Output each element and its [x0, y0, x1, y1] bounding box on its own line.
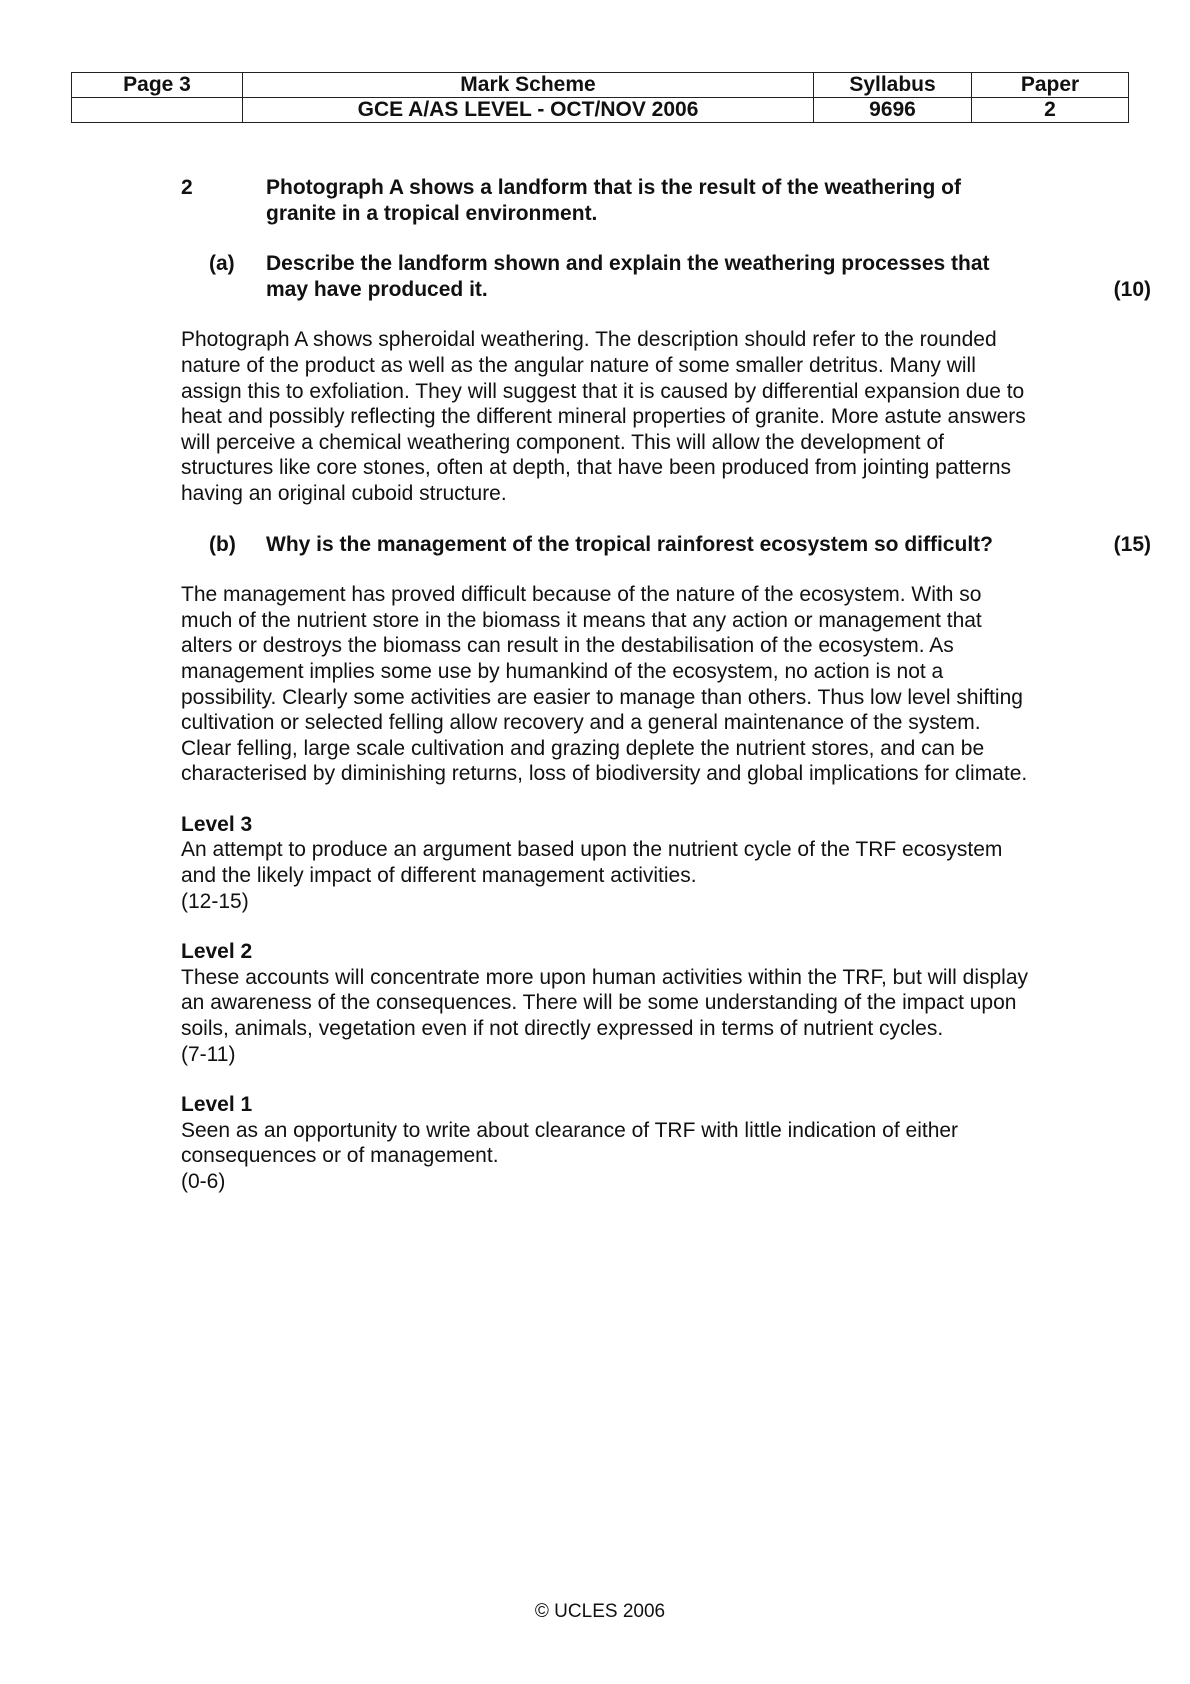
part-a-question [181, 251, 1161, 302]
part-b-answer: The management has proved difficult because of the nature of the ecosystem. With so much of the nutrient store in the biomass it means that any action or management that alters or destroys the biomass can result in the destabilisation of the ecosystem. As management implies some use by humankind of the ecosystem, no action is not a possibility. Clearly some activities are easier to manage than others. Thus low level shifting cultivation or selected felling allow recovery and a general maintenance of the system. Clear felling, large scale cultivation and grazing deplete the nutrient stores, and can be characterised by diminishing returns, loss of biodiversity and global implications for climate. [181, 583, 1028, 786]
level-3-title: Level 3 [181, 812, 253, 836]
level-1-range: (0-6) [181, 1170, 226, 1193]
part-b-question [181, 532, 1161, 558]
part-b-marks: (15) [1113, 532, 1151, 556]
header-table [71, 72, 1129, 123]
level-1-text: Seen as an opportunity to write about clearance of TRF with little indication of either consequences or of management. [181, 1118, 959, 1168]
exam-title: GCE A/AS LEVEL - OCT/NOV 2006 [243, 98, 814, 123]
part-a-text: Describe the landform shown and explain the weathering processes that may have produced it. [266, 252, 990, 301]
level-2-range: (7-11) [181, 1042, 236, 1066]
level-2-title: Level 2 [181, 940, 253, 964]
page-label: Page 3 [72, 73, 243, 98]
question-number: 2 [181, 176, 193, 199]
level-3-text: An attempt to produce an argument based upon the nutrient cycle of the TRF ecosystem and the likely impact of different management activities. [181, 838, 1003, 888]
page-value-cell [72, 98, 243, 123]
part-b-label: (b) [209, 532, 236, 556]
part-a-label: (a) [209, 252, 235, 276]
level-3-block [181, 812, 1161, 914]
header-row-values [72, 98, 1129, 123]
question-text: Photograph A shows a landform that is the result of the weathering of granite in a tropical environment. [266, 176, 961, 225]
syllabus-code: 9696 [814, 98, 972, 123]
part-b-text: Why is the management of the tropical rainforest ecosystem so difficult? [266, 532, 993, 556]
part-a-marks: (10) [1113, 277, 1151, 301]
level-3-range: (12-15) [181, 889, 249, 913]
paper-label: Paper [972, 73, 1129, 98]
level-2-text: These accounts will concentrate more upon human activities within the TRF, but will display an awareness of the consequences. There will be some understanding of the impact upon soils, animals, vegetation even if not directly expressed in terms of nutrient cycles. [181, 965, 1029, 1041]
copyright-footer: © UCLES 2006 [534, 1601, 666, 1622]
part-a-answer: Photograph A shows spheroidal weathering. The description should refer to the rounded nature of the product as well as the angular nature of some smaller detritus. Many will assign this to exfoliation. They will suggest that it is caused by differential expansion due to heat and possibly reflecting the different mineral properties of granite. More astute answers will perceive a chemical weathering component. This will allow the development of structures like core stones, often at depth, that have been produced from jointing patterns having an original cuboid structure. [181, 328, 1026, 505]
question-2 [181, 175, 1161, 226]
paper-number: 2 [972, 98, 1129, 123]
header-row-labels [72, 73, 1129, 98]
level-2-block [181, 939, 1161, 1067]
mark-scheme-label: Mark Scheme [243, 73, 814, 98]
level-1-title: Level 1 [181, 1093, 253, 1117]
level-1-block [181, 1092, 1161, 1194]
document-body [181, 175, 1161, 1195]
syllabus-label: Syllabus [814, 73, 972, 98]
